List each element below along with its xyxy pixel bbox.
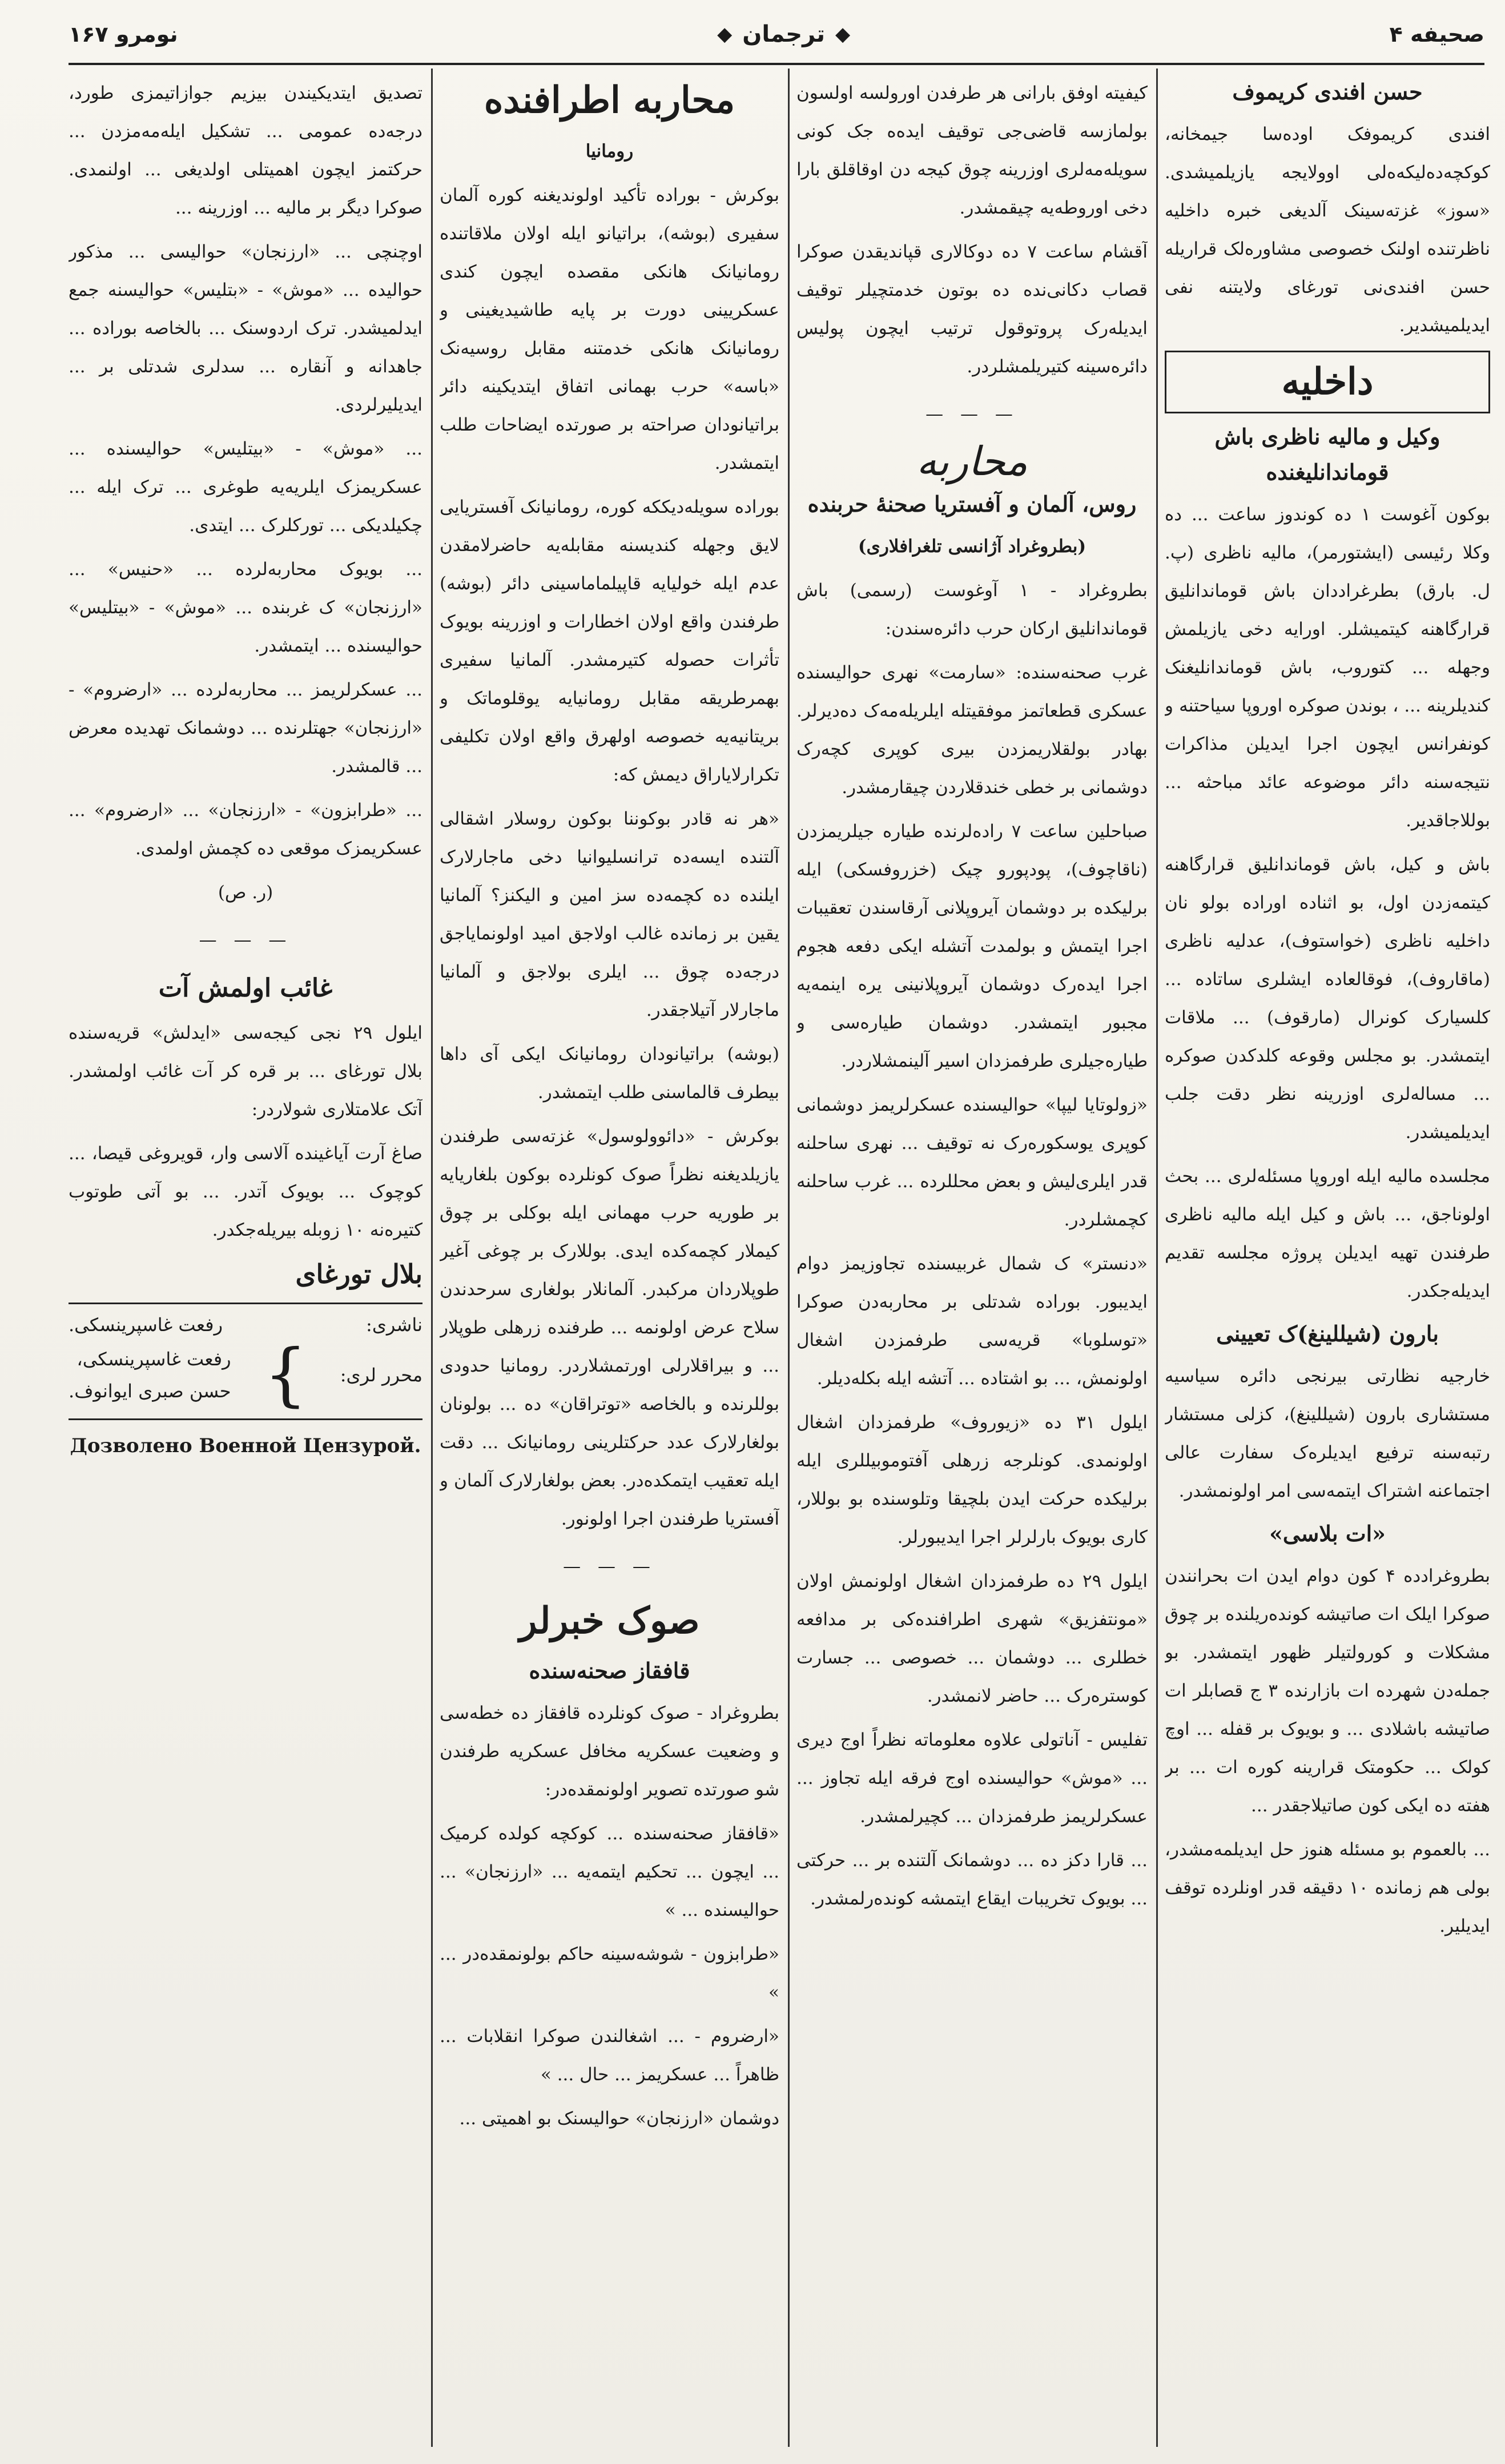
separator: — — —: [563, 1556, 656, 1577]
article-paragraph: «هر نه قادر بوکوننا بوکون روسلار اشقالی آلتنده ایسه‌ده ترانسلیوانیا دخی ماجارلارک ایلنده ده کچمه‌ده سز امین و الیکنز؟ آلمانیا یقین بر زمانده غالب اولاجق امید اولونمایاجق درجه‌ده چوق ... ایلری بولاجق و آلمانیا ماجارلار آتیلاجقدر.: [440, 809, 779, 1020]
article-paragraph: غرب صحنه‌سنده: «سارمت» نهری حوالیسنده عسکری قطعاتمز موفقیتله ایلریله‌مه‌ک ده‌دیرلر. بهادر بولقلاریمزدن بیری کوپری کچه‌رک دوشمانی بر خطی خندقلاردن چیقارمشدر.: [796, 662, 1148, 798]
column-midleft: [440, 74, 779, 2441]
editors-label: محرر لری:: [340, 1364, 422, 1386]
article-heading: روس، آلمان و آفستریا صحنهٔ حربنده: [807, 491, 1137, 517]
paper-name: ترجمان: [742, 21, 825, 47]
editors-names: [69, 1343, 231, 1407]
article-paragraph: «ارضروم - ... اشغالندن صوکرا انقلابات ... ظاهراً ... عسکریمز ... حال ... »: [440, 2026, 779, 2085]
section-title: محاربه: [916, 438, 1028, 485]
article-paragraph: بطروغراد - ۱ آوغوست (رسمی) باش قوماندانلیق ارکان حرب دائره‌سندن:: [796, 580, 1148, 639]
column-rule: [431, 69, 433, 2447]
separator: — — —: [925, 404, 1019, 424]
article-paragraph: ایلول ۲۹ ده طرفمزدان اشغال اولونمش اولان «مونتفزیق» شهری اطرافنده‌کی بر مدافعه خطلری ... دوشمان ... خصوصی ... جسارت کوستر‌ه‌رک ... حاضر لانمشدر.: [796, 1571, 1148, 1706]
article-paragraph: ... بویوک محاربه‌لرده ... «حنیس» ... «ارزنجان» ک غربنده ... «موش» - «بیتلیس» حوالیسنده ... ایتمشدر.: [69, 559, 422, 656]
article-heading: بارون (شیللینغ)ک تعیینی: [1216, 1321, 1439, 1346]
section-title: داخلیه: [1165, 351, 1490, 413]
article-paragraph: باش و کیل، باش قوماندانلیق قرارگاهنه کیتمه‌زدن اول، بو اثناده اوراده بولو نان داخلیه ناظری (خواستوف)، عدلیه ناظری (ماقاروف)، فوقالعاده ایشلری ساتاده ... کلسیارک کونرال (مارقوف) ... ملاقات ایتمشدر. بو مجلس وقوعه کلدکدن صوکره ... مساله‌لری اوزرینه نظر دقت جلب ایدیلمیشدر.: [1165, 854, 1490, 1143]
column-midright: [796, 74, 1148, 2441]
article-paragraph: خارجیه نظارتی بیرنجی دائره سیاسیه مستشاری بارون (شیللینغ)، کزلی مستشار رتبه‌سنه ترفیع ایدیلره‌ک سفارت عالی اجتماعنه اشتراک ایتمه‌سی امر اولونمشدر.: [1165, 1366, 1490, 1501]
article-paragraph: افندی کریموفک اوده‌سا جیمخانه، کوکچه‌ده‌لیکه‌ه‌لی اوولایجه یازیلمیشدی. «سوز» غزته‌سینک آلدیغی خبره داخلیه ناظرتنده اولنک خصوصی مشاوره‌لک قراریله حسن افندی‌نی تورغای ولایتنه نفی ایدیلمیشدیر.: [1165, 124, 1490, 336]
article-paragraph: بطروغرادده ۴ کون دوام ایدن ات بحرانندن صوکرا ایلک ات صاتیشه کونده‌ریلنده بر چوق مشکلات و کورولتیلر ظهور ایتمشدر. بو جمله‌دن شهرده ات بازارنده ۳ ج قصابلر ات صاتیشه باشلادی ... و بویوک بر قفله ... اوچ کولک ... حکومتک قرارینه کوره ات ... بر هفته ده ایکی کون صاتیلاجقدر ...: [1165, 1566, 1490, 1816]
publisher-label: ناشری:: [366, 1314, 422, 1336]
article-paragraph: اوچنچی ... «ارزنجان» حوالیسی ... مذکور حوالیده ... «موش» - «بتلیس» حوالیسنه جمع ایدلمیشدر. ترک اردوسنک ... بالخاصه بوراده ... جاهدانه و آنقاره ... سدلری شدتلی بر ... ایدیلیرلردی.: [69, 242, 422, 415]
signature: بلال تورغای: [295, 1259, 422, 1289]
article-paragraph: «زولوتایا لیپا» حوالیسنده عسکرلریمز دوشمانی کوپری یوسکوره‌رک نه توقیف ... نهری ساحلنه قدر ایلری‌لیش و بعض محللرده ... غرب ساحلنه کچمشلردر.: [796, 1095, 1148, 1230]
article-paragraph: «قافقاز صحنه‌سنده ... کوکچه کولده کرمیک ... ایچون ... تحکیم ایتمه‌یه ... «ارزنجان» ... حوالیسنده ... »: [440, 1823, 779, 1920]
article-paragraph: بوراده سویله‌دیککه کوره، رومانیانک آفستریایی لایق وجهله کندیسنه مقابله‌یه حاضرلامقدن عدم ایله خولیایه قاپیلماماسینی دائر (بوشه) طرفندن واقع اولان اخطارات و اوزرینه بویوک تأثرات حصوله کتیرمشدر. آلمانیا سفیری بهمرطریقه مقابل رومانیایه یوقلوماتک و بریتانیه‌یه خصوصه اولهرق واقع اولان تکلیفی تکرارلایاراق دیمش که:: [440, 497, 779, 785]
publisher-box: [69, 1303, 422, 1414]
article-paragraph: تصدیق ایتدیکیندن بیزیم جوازاتیمزی طورد، درجه‌ده عمومی ... تشکیل ایله‌مه‌مزدن ... حرکتمز ایچون اهمیتلی اولدیغی ... اولنمدی. صوکرا دیگر بر مالیه ... اوزرینه ...: [69, 83, 422, 218]
article-paragraph: ایلول ۲۹ نجی کیجه‌سی «ایدلش» قریه‌سنده بلال تورغای ... بر قره کر آت غائب اولمشدر. آتک علامتلاری شولاردر:: [69, 1023, 422, 1120]
article-paragraph: ... «طرابزون» - «ارزنجان» ... «ارضروم» ... عسکریمزک موقعی ده کچمش اولمدی.: [69, 800, 422, 859]
article-paragraph: ... قارا دکز ده ... دوشمانک آلتنده بر ... حرکتی ... بویوک تخریبات ایقاع ایتمشه کونده‌رلمشدر.: [796, 1850, 1148, 1909]
issue-number: نومرو ۱۶۷: [69, 22, 178, 47]
brace-icon: }: [263, 1335, 308, 1414]
publisher-name: رفعت غاسپرینسکی.: [69, 1314, 223, 1336]
article-heading: وکیل و مالیه ناظری باش قوماندانلیغنده: [1214, 424, 1440, 485]
column-rule: [1156, 69, 1158, 2447]
publisher-row: [69, 1309, 422, 1341]
article-paragraph: دوشمان «ارزنجان» حوالیسنک بو اهمیتی ...: [459, 2108, 779, 2129]
editor-name: حسن صبری ایوانوف.: [69, 1380, 231, 1402]
article-heading: غائب اولمش آت: [158, 974, 333, 1003]
ornament-icon: ◆: [717, 23, 733, 46]
separator: — — —: [199, 930, 292, 950]
article-paragraph: ... عسکرلریمز ... محاربه‌لرده ... «ارضروم» - «ارزنجان» جهتلرنده ... دوشمانک تهدیده معرض ... قالمشدر.: [69, 680, 422, 777]
article-subheading: قافقاز صحنه‌سنده: [529, 1658, 690, 1683]
article-paragraph: تفلیس - آناتولی علاوه معلوماته نظراً اوج دیری ... «موش» حوالیسنده اوج فرقه ایله تجاوز ... عسکرلریمز طرفمزدان ... کچیرلمشدر.: [796, 1730, 1148, 1827]
ornament-icon: ◆: [835, 23, 851, 46]
article-paragraph: «دنستر» ک شمال غربیسنده تجاوزیمز دوام ایدیبور. بوراده شدتلی بر محاربه‌دن صوکرا «توسلوبا» قریه‌سی طرفمزدن اشغال اولونمش، ... بو اشتاده ... آتشه ایله بکله‌دیلر.: [796, 1253, 1148, 1389]
article-paragraph: بطروغراد - صوک کونلرده قافقاز ده خطه‌سی و وضعیت عسکریه مخافل عسکریه طرفندن شو صورتده تصویر اولونمقده‌در:: [440, 1703, 779, 1800]
article-paragraph: بوکرش - «دائوولوسول» غزته‌سی طرفندن یازیلدیغنه نظراً صوک کونلرده بوکون بلغاریایه بر طوریه حرب مهمانی ایله بوکلی بر چوق کیملار کچمه‌کده ایدی. بوللارک بر چوغی آغیر طوپلاردان مرکبدر. آلمانلار بولغاری سرحدندن سلاح عرض اولونمه ... طرفنده زرهلی طوپلار ... و بیراقلارلی اورتمشلاردر. رومانیا حدودی بوللرنده و بالخاصه «توتراقان» ده ... بولونان بولغارلارک عدد حرکتلرینی رومانیانک ... دقت ایله تعقیب ایتمکده‌در. بعض بولغارلارک آلمان و آفستریا طرفندن اجرا اولونور.: [440, 1126, 779, 1529]
article-paragraph: بوکرش - بوراده تأکید اولوندیغنه کوره آلمان سفیری (بوشه)، براتیانو ایله اولان ملاقاتنده رومانیانک هانکی مقصده ایچون کندی عسکریینی دورت بر پایه طاشیدیغینی و رومانیانک هانکی خدمتنه مقابل روسیه‌نک «باسه» حرب بهمانی اتفاق ایتدیکینه دائر براتیانودان صراحته بر صورتده ایضاحات طلب ایتمشدر.: [440, 185, 779, 473]
column-right: [1165, 74, 1490, 2441]
page-label: صحیفه ۴: [1389, 22, 1484, 47]
editors-row: [69, 1335, 422, 1414]
column-left: [69, 74, 422, 2441]
censor-note: Дозволено Военной Цензурой.: [69, 1418, 422, 1465]
masthead: [69, 6, 1484, 65]
article-signoff: (ر. ص): [218, 882, 273, 903]
article-heading: «ات بلاسی»: [1269, 1521, 1386, 1546]
article-subheading: رومانیا: [585, 141, 634, 162]
article-title: حسن افندی کریموف: [1232, 79, 1423, 104]
column-rule: [788, 69, 790, 2447]
editor-name: رفعت غاسپرینسکی،: [77, 1348, 231, 1370]
article-paragraph: مجلسده مالیه ایله اوروپا مسئله‌لری ... بحث اولوناجق، ... باش و کیل ایله مالیه ناظری طرفندن تهیه ایدیلن پروژه مجلسه تقدیم ایدیله‌جکدر.: [1165, 1166, 1490, 1301]
paper-name-block: [717, 21, 850, 47]
article-subheading: (بطروغراد آژانسی تلغرافلاری): [858, 536, 1087, 557]
article-paragraph: صاغ آرت آیاغینده آلاسی وار، قویروغی قیصا، ... کوچوک ... بویوک آتدر. ... بو آتی طوتوب کتیره‌نه ۱۰ زوبله بیریله‌جکدر.: [69, 1143, 422, 1240]
article-paragraph: بوکون آغوست ۱ ده کوندوز ساعت ... ده وکلا رئیسی (ایشتورمر)، مالیه ناظری (پ. ل. بارق) بطرغراددان باش قوماندانلیق قرارگاهنه کیتمیشلر. اورایه دخی یازیلمش وجهله ... کتوروب، باش قوماندانلیغنک کندیلرینه ... ، بوندن صوکره اوروپا سیاحتنه و کونفرانس ایچون اجرا ایدیلن مذاکرات نتیجه‌سنه دائر موضوعه عائد مباحثه ... بوللاجاقدیر.: [1165, 504, 1490, 831]
article-paragraph: کیفیته اوفق بارانی هر طرفدن اورولسه اولسون بولمازسه قاضی‌جی توقیف ایده‌ه جک کونی سویله‌مه‌لری اوزرینه چوق کیجه دن اوقاقلق بارا دخی اوروطه‌یه چیقمشدر.: [796, 83, 1148, 218]
article-paragraph: ... بالعموم بو مسئله هنوز حل ایدیلمه‌مشدر، بولی هم زمانده ۱۰ دقیقه قدر اونلرده توقف ایدیلیر.: [1165, 1839, 1490, 1936]
article-heading: محاربه اطرافنده: [484, 79, 735, 122]
article-paragraph: ... «موش» - «بیتلیس» حوالیسنده ... عسکریمزک ایلریه‌یه طوغری ... ترک ایله ... چکیلدیکی ... تورکلرک ... ایتدی.: [69, 439, 422, 536]
article-paragraph: آقشام ساعت ۷ ده دوکالاری قپاندیقدن صوکرا قصاب دکانی‌نده ده بوتون خدمتچیلر توقیف ایدیله‌رک پروتوقول ترتیب ایچون پولیس دائره‌سینه کتیریلمشلردر.: [796, 242, 1148, 377]
article-paragraph: (بوشه) براتیانودان رومانیانک ایکی آی داها بیطرف قالماسنی طلب ایتمشدر.: [440, 1044, 779, 1103]
article-paragraph: ایلول ۳۱ ده «زیوروف» طرفمزدان اشغال اولونمدی. کونلرجه زرهلی آفتوموبیللری ایله برلیکده حرکت ایدن بلچیقا وتلوسنده بو بوللار، کاری بویوک بارلرلر اجرا ایدیبورلر.: [796, 1412, 1148, 1547]
section-title: صوک خبرلر: [519, 1599, 700, 1642]
article-paragraph: «طرابزون - شوشه‌سینه حاکم بولونمقده‌در ... »: [440, 1944, 779, 2003]
article-paragraph: صباحلین ساعت ۷ راده‌لرنده طیاره جیلریمزدن (ناقاچوف)، پودپورو چیک (خزروفسکی) ایله برلیکده بر دوشمان آیروپلانی آرقاسندن تعقیبات اجرا ایتمش و بولمدت آتشله ایکی دفعه هجوم اجرا ایده‌رک دوشمان آیروپلانینی یره اینمه‌یه مجبور ایتمشدر. دوشمان طیاره‌سی و طیاره‌جیلری طرفمزدان اسیر آلینمشلاردر.: [796, 821, 1148, 1071]
